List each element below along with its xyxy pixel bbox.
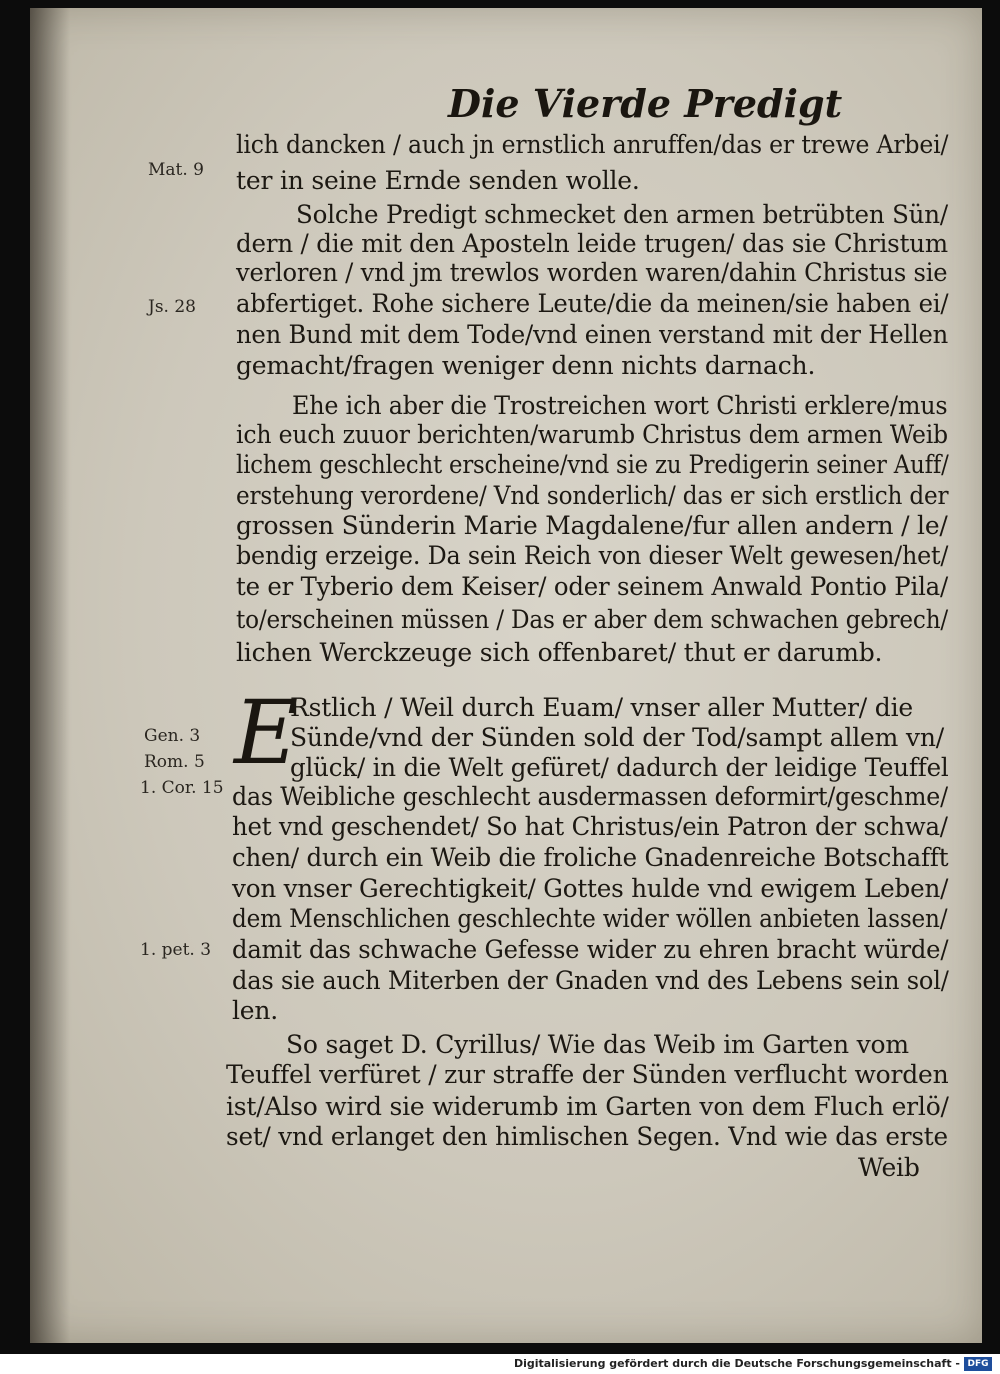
text-line: das sie auch Miterben der Gnaden vnd des Lebens sein sol/	[232, 966, 949, 995]
text-line: len.	[232, 996, 279, 1025]
text-line: Solche Predigt schmecket den armen betrübten Sün/	[296, 200, 949, 229]
margin-note: Mat. 9	[148, 160, 204, 180]
text-line: Sünde/vnd der Sünden sold der Tod/sampt allem vn/	[290, 723, 944, 752]
text-line: erstehung verordene/ Vnd sonderlich/ das er sich erstlich der	[236, 481, 949, 510]
margin-note: Js. 28	[148, 297, 196, 317]
catchword: Weib	[858, 1153, 920, 1182]
text-line: set/ vnd erlanget den himlischen Segen. Vnd wie das erste	[226, 1122, 948, 1151]
text-line: dern / die mit den Aposteln leide trugen/ das sie Christum	[236, 229, 948, 258]
text-line: lichen Werckzeuge sich offenbaret/ thut er darumb.	[236, 638, 883, 667]
text-line: lichem geschlecht erscheine/vnd sie zu Predigerin seiner Auff/	[236, 450, 949, 479]
text-line: So saget D. Cyrillus/ Wie das Weib im Garten vom	[286, 1030, 909, 1059]
text-line: Rstlich / Weil durch Euam/ vnser aller Mutter/ die	[290, 693, 913, 722]
text-line: bendig erzeige. Da sein Reich von dieser Welt gewesen/het/	[236, 541, 949, 570]
text-line: grossen Sünderin Marie Magdalene/fur allen andern / le/	[236, 511, 948, 540]
gutter-shadow	[30, 8, 70, 1343]
footer-bar	[0, 1354, 1000, 1374]
text-line: het vnd geschendet/ So hat Christus/ein Patron der schwa/	[232, 812, 948, 841]
text-line: Ehe ich aber die Trostreichen wort Christi erklere/mus	[292, 391, 948, 420]
text-line: ich euch zuuor berichten/warumb Christus dem armen Weib	[236, 420, 948, 449]
text-line: abfertiget. Rohe sichere Leute/die da meinen/sie haben ei/	[236, 289, 949, 318]
text-line: lich dancken / auch jn ernstlich anruffen/das er trewe Arbei/	[236, 130, 949, 159]
text-line: nen Bund mit dem Tode/vnd einen verstand mit der Hellen	[236, 320, 949, 349]
text-line: ter in seine Ernde senden wolle.	[236, 166, 640, 195]
text-line: glück/ in die Welt gefüret/ dadurch der leidige Teuffel	[290, 753, 949, 782]
margin-note: 1. pet. 3	[140, 940, 212, 960]
margin-note: 1. Cor. 15	[140, 778, 224, 798]
drop-cap: E	[234, 681, 299, 784]
text-line: Teuffel verfüret / zur straffe der Sünden verflucht worden	[226, 1060, 949, 1089]
margin-note: Rom. 5	[144, 752, 205, 772]
text-line: to/erscheinen müssen / Das er aber dem schwachen gebrech/	[236, 605, 949, 634]
text-line: damit das schwache Gefesse wider zu ehren bracht würde/	[232, 935, 949, 964]
text-line: dem Menschlichen geschlechte wider wöllen anbieten lassen/	[232, 904, 948, 933]
text-line: chen/ durch ein Weib die froliche Gnadenreiche Botschafft	[232, 843, 949, 872]
dfg-logo-icon: DFG	[964, 1357, 992, 1371]
funding-credit: Digitalisierung gefördert durch die Deutsche Forschungsgemeinschaft -	[513, 1357, 960, 1370]
text-line: gemacht/fragen weniger denn nichts darnach.	[236, 351, 816, 380]
text-line: ist/Also wird sie widerumb im Garten von dem Fluch erlö/	[226, 1092, 949, 1121]
margin-note: Gen. 3	[144, 726, 201, 746]
text-line: te er Tyberio dem Keiser/ oder seinem Anwald Pontio Pila/	[236, 572, 949, 601]
running-header: Die Vierde Predigt	[448, 81, 843, 126]
text-line: das Weibliche geschlecht ausdermassen deformirt/geschme/	[232, 782, 948, 811]
text-line: verloren / vnd jm trewlos worden waren/dahin Christus sie	[236, 258, 948, 287]
text-line: von vnser Gerechtigkeit/ Gottes hulde vnd ewigem Leben/	[232, 874, 949, 903]
